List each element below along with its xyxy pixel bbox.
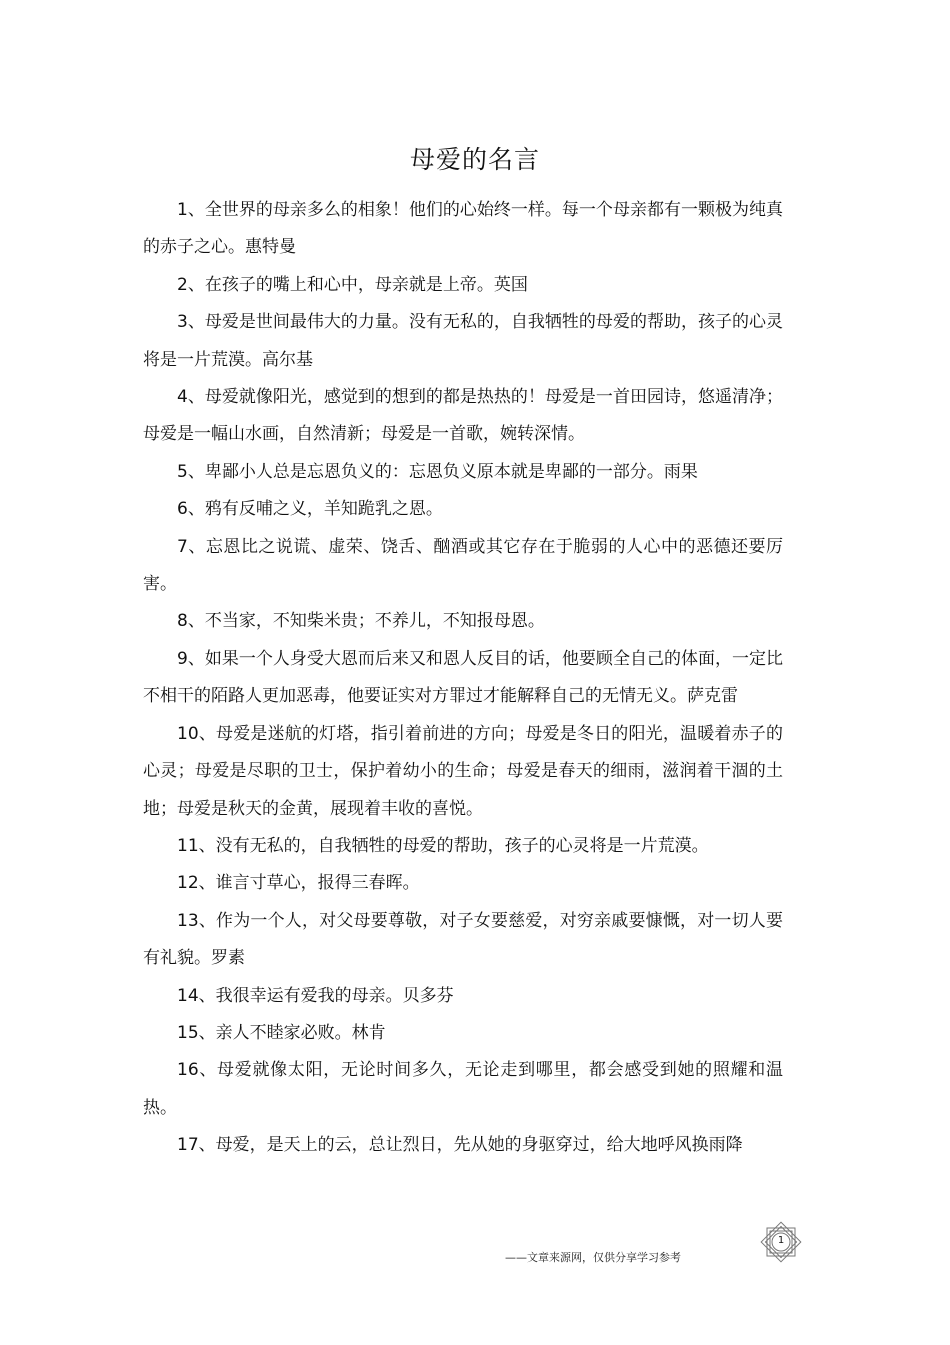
quote-paragraph: 6、鸦有反哺之义，羊知跪乳之恩。 (177, 499, 443, 520)
page-number: 1 (777, 1235, 785, 1246)
quote-paragraph: 10、母爱是迷航的灯塔，指引着前进的方向；母爱是冬日的阳光，温暖着赤子的心灵；母爱是尽职的卫士，保护着幼小的生命；母爱是春天的细雨，滋润着干涸的土地；母爱是秋天的金黄，展现着丰收的喜悦。 (143, 723, 783, 819)
quote-paragraph: 4、母爱就像阳光，感觉到的想到的都是热热的！母爱是一首田园诗，悠遥清净；母爱是一幅山水画，自然清新；母爱是一首歌，婉转深情。 (143, 387, 783, 445)
quote-paragraph: 2、在孩子的嘴上和心中，母亲就是上帝。英国 (177, 274, 528, 295)
quote-paragraph: 12、谁言寸草心，报得三春晖。 (177, 873, 420, 894)
quote-paragraph: 8、不当家，不知柴米贵；不养儿，不知报母恩。 (177, 611, 545, 632)
quote-paragraph: 11、没有无私的，自我牺牲的母爱的帮助，孩子的心灵将是一片荒漠。 (177, 835, 709, 856)
page-title: 母爱的名言 (409, 145, 540, 174)
quote-paragraph: 9、如果一个人身受大恩而后来又和恩人反目的话，他要顾全自己的体面，一定比不相干的陌路人更加恶毒，他要证实对方罪过才能解释自己的无情无义。萨克雷 (143, 648, 783, 707)
quote-paragraph: 15、亲人不睦家必败。林肯 (177, 1022, 386, 1043)
quote-paragraph: 13、作为一个人，对父母要尊敬，对子女要慈爱，对穷亲戚要慷慨，对一切人要有礼貌。罗素 (143, 910, 783, 969)
quote-paragraph: 17、母爱，是天上的云，总让烈日，先从她的身驱穿过，给大地呼风换雨降 (177, 1135, 743, 1156)
quote-paragraph: 1、全世界的母亲多么的相象！他们的心始终一样。每一个母亲都有一颗极为纯真的赤子之心。惠特曼 (143, 200, 783, 258)
quote-paragraph: 7、忘恩比之说谎、虚荣、饶舌、酗酒或其它存在于脆弱的人心中的恶德还要厉害。 (143, 536, 783, 595)
quote-paragraph: 16、母爱就像太阳，无论时间多久，无论走到哪里，都会感受到她的照耀和温热。 (143, 1060, 783, 1118)
quote-paragraph: 14、我很幸运有爱我的母亲。贝多芬 (177, 985, 454, 1006)
quote-paragraph: 3、母爱是世间最伟大的力量。没有无私的，自我牺牲的母爱的帮助，孩子的心灵将是一片荒漠。高尔基 (143, 312, 783, 370)
footer-source-text: ——文章来源网，仅供分享学习参考 (505, 1251, 681, 1264)
quote-paragraph: 5、卑鄙小人总是忘恩负义的：忘恩负义原本就是卑鄙的一部分。雨果 (177, 461, 698, 482)
document-body (143, 192, 783, 1165)
